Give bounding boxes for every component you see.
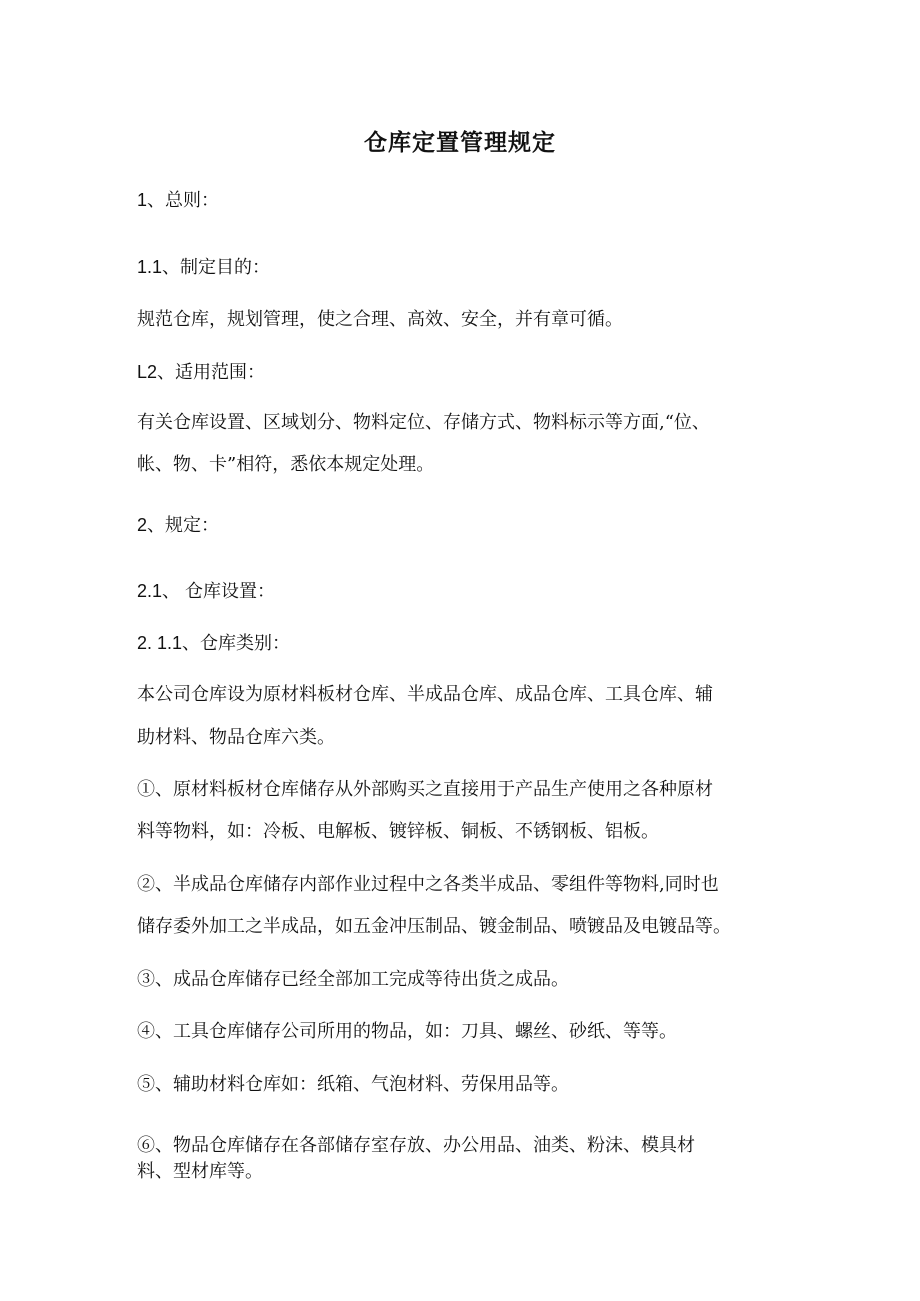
section-heading: 2、规定： [137,515,220,535]
subsection-heading: 2. 1.1、仓库类别： [137,633,291,653]
list-item-line: ①、原材料板材仓库储存从外部购买之直接用于产品生产使用之各种原材 [137,779,713,800]
subsection-heading: L2、适用范围： [137,362,266,382]
list-item-line: 料、型材库等。 [137,1161,263,1182]
paragraph-line: 助材料、物品仓库六类。 [137,727,335,748]
list-item-line: ②、半成品仓库储存内部作业过程中之各类半成品、零组件等物料,同时也 [137,874,719,895]
section-heading: 1、总则： [137,190,220,210]
document-title: 仓库定置管理规定 [364,130,556,156]
list-item-line: 储存委外加工之半成品，如五金冲压制品、镀金制品、喷镀品及电镀品等。 [137,916,731,937]
paragraph-line: 本公司仓库设为原材料板材仓库、半成品仓库、成品仓库、工具仓库、辅 [137,684,713,705]
subsection-heading: 2.1、 仓库设置： [137,581,276,601]
list-item-line: ⑥、物品仓库储存在各部储存室存放、办公用品、油类、粉沫、模具材 [137,1135,695,1156]
paragraph-line: 有关仓库设置、区域划分、物料定位、存储方式、物料标示等方面,“位、 [137,412,710,433]
subsection-heading: 1.1、制定目的： [137,257,271,277]
list-item-line: ④、工具仓库储存公司所用的物品，如：刀具、螺丝、砂纸、等等。 [137,1021,677,1042]
list-item-line: ③、成品仓库储存已经全部加工完成等待出货之成品。 [137,969,569,990]
list-item-line: ⑤、辅助材料仓库如：纸箱、气泡材料、劳保用品等。 [137,1074,569,1095]
paragraph-line: 帐、物、卡”相符，悉依本规定处理。 [137,454,435,475]
list-item-line: 料等物料，如：冷板、电解板、镀锌板、铜板、不锈钢板、铝板。 [137,821,659,842]
paragraph-line: 规范仓库，规划管理，使之合理、高效、安全，并有章可循。 [137,309,623,330]
